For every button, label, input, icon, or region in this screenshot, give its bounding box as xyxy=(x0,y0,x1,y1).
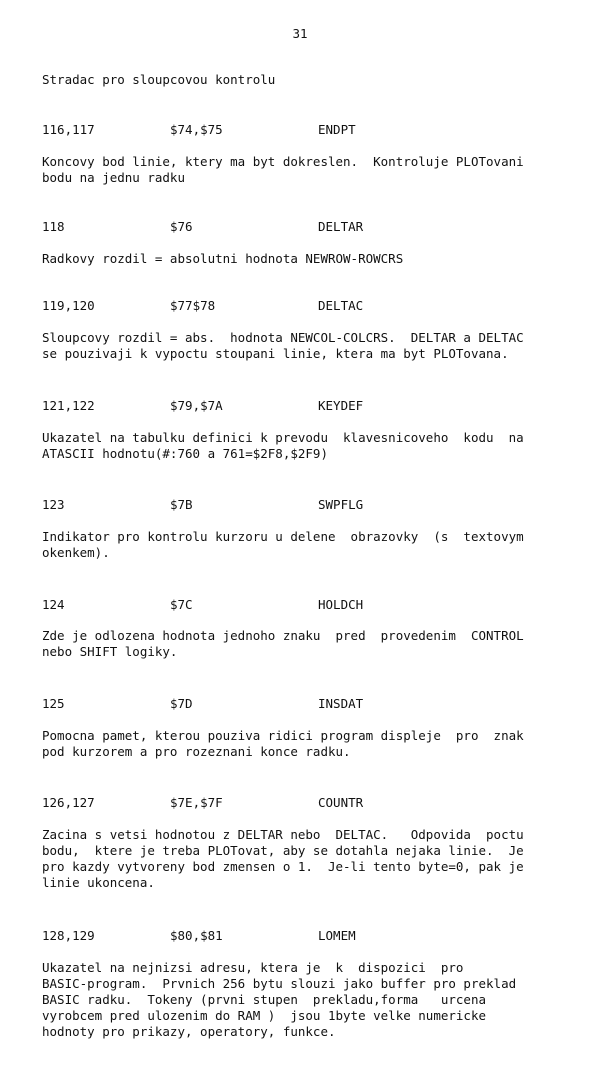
entry-header xyxy=(42,497,562,513)
entry-decimal-address: 128,129 xyxy=(42,928,95,943)
description-line: Zde je odlozena hodnota jednoho znaku pred provedenim CONTROL xyxy=(42,628,524,643)
entry-decimal-address: 118 xyxy=(42,219,65,234)
description-line: hodnoty pro prikazy, operatory, funkce. xyxy=(42,1024,336,1039)
entry-label: DELTAC xyxy=(318,298,364,313)
entry-decimal-address: 124 xyxy=(42,597,65,612)
entry-hex-address: $80,$81 xyxy=(170,928,223,943)
description-line: Pomocna pamet, kterou pouziva ridici program displeje pro znak xyxy=(42,728,524,743)
description-line: ATASCII hodnotu(#:760 a 761=$2F8,$2F9) xyxy=(42,446,328,461)
description-line: okenkem). xyxy=(42,545,110,560)
entry-description xyxy=(42,251,566,267)
entry-header xyxy=(42,219,562,235)
description-line: Sloupcovy rozdil = abs. hodnota NEWCOL-COLCRS. DELTAR a DELTAC xyxy=(42,330,524,345)
description-line: BASIC-program. Prvnich 256 bytu slouzi jako buffer pro preklad xyxy=(42,976,517,991)
entry-label: KEYDEF xyxy=(318,398,364,413)
entry-hex-address: $77$78 xyxy=(170,298,216,313)
entry-header xyxy=(42,696,562,712)
description-line: BASIC radku. Tokeny (prvni stupen prekladu,forma urcena xyxy=(42,992,487,1007)
description-line: bodu, ktere je treba PLOTovat, aby se dotahla nejaka linie. Je xyxy=(42,843,524,858)
description-line: Radkovy rozdil = absolutni hodnota NEWROW-ROWCRS xyxy=(42,251,404,266)
description-line: Zacina s vetsi hodnotou z DELTAR nebo DELTAC. Odpovida poctu xyxy=(42,827,524,842)
entry-hex-address: $79,$7A xyxy=(170,398,223,413)
description-line: se pouzivaji k vypoctu stoupani linie, ktera ma byt PLOTovana. xyxy=(42,346,509,361)
description-line: Ukazatel na tabulku definici k prevodu klavesnicoveho kodu na xyxy=(42,430,524,445)
entry-hex-address: $7D xyxy=(170,696,193,711)
entry-decimal-address: 126,127 xyxy=(42,795,95,810)
description-line: Ukazatel na nejnizsi adresu, ktera je k dispozici pro xyxy=(42,960,464,975)
description-line: pod kurzorem a pro rozeznani konce radku. xyxy=(42,744,351,759)
entry-description xyxy=(42,728,566,760)
entry-description xyxy=(42,628,566,660)
entry-header xyxy=(42,795,562,811)
entry-label: INSDAT xyxy=(318,696,364,711)
entry-header xyxy=(42,928,562,944)
description-line: vyrobcem pred ulozenim do RAM ) jsou 1byte velke numericke xyxy=(42,1008,487,1023)
entry-hex-address: $7C xyxy=(170,597,193,612)
page-number: 31 xyxy=(292,26,308,41)
description-line: nebo SHIFT logiky. xyxy=(42,644,178,659)
description-line: bodu na jednu radku xyxy=(42,170,185,185)
description-line: linie ukoncena. xyxy=(42,875,155,890)
intro-text: Stradac pro sloupcovou kontrolu xyxy=(42,72,276,87)
entry-decimal-address: 125 xyxy=(42,696,65,711)
entry-decimal-address: 121,122 xyxy=(42,398,95,413)
entry-description xyxy=(42,960,566,1040)
entry-label: COUNTR xyxy=(318,795,364,810)
entry-hex-address: $7B xyxy=(170,497,193,512)
entry-decimal-address: 119,120 xyxy=(42,298,95,313)
description-line: Koncovy bod linie, ktery ma byt dokreslen. Kontroluje PLOTovani xyxy=(42,154,524,169)
entry-description xyxy=(42,154,566,186)
entry-hex-address: $74,$75 xyxy=(170,122,223,137)
entry-label: HOLDCH xyxy=(318,597,364,612)
entry-hex-address: $76 xyxy=(170,219,193,234)
entry-decimal-address: 116,117 xyxy=(42,122,95,137)
entry-header xyxy=(42,298,562,314)
entry-header xyxy=(42,122,562,138)
entry-hex-address: $7E,$7F xyxy=(170,795,223,810)
entry-description xyxy=(42,529,566,561)
entry-header xyxy=(42,398,562,414)
entry-label: SWPFLG xyxy=(318,497,364,512)
entry-description xyxy=(42,827,566,891)
entry-decimal-address: 123 xyxy=(42,497,65,512)
description-line: Indikator pro kontrolu kurzoru u delene obrazovky (s textovym xyxy=(42,529,524,544)
entry-label: DELTAR xyxy=(318,219,364,234)
entry-label: ENDPT xyxy=(318,122,356,137)
entry-description xyxy=(42,330,566,362)
entry-header xyxy=(42,597,562,613)
entry-description xyxy=(42,430,566,462)
description-line: pro kazdy vytvoreny bod zmensen o 1. Je-li tento byte=0, pak je xyxy=(42,859,524,874)
entry-label: LOMEM xyxy=(318,928,356,943)
